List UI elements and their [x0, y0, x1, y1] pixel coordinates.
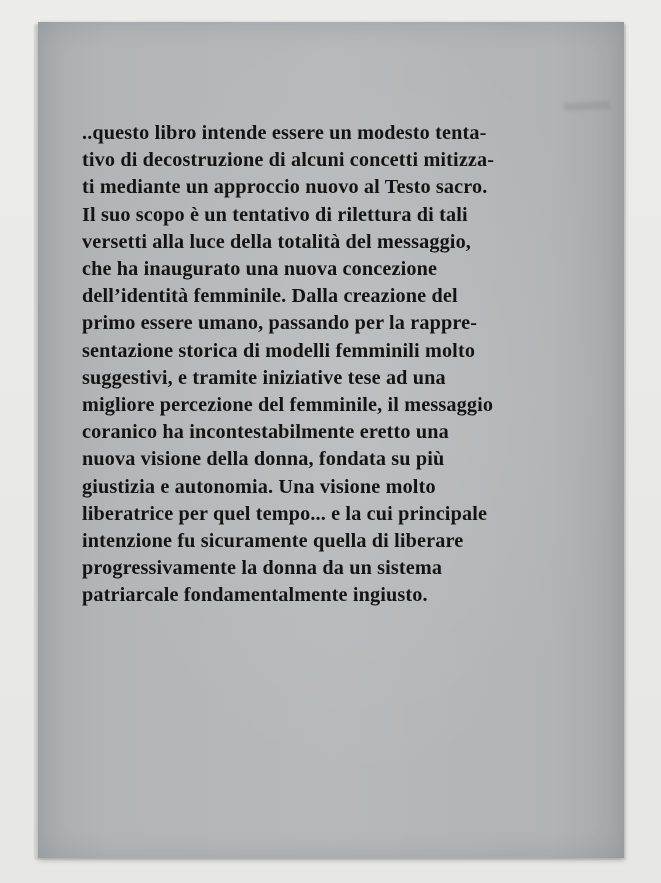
blurb-line-10: suggestivi, e tramite iniziative tese ad una [82, 366, 446, 389]
blurb-line-6: che ha inaugurato una nuova concezione [82, 258, 438, 281]
blurb-line-2: tivo di decostruzione di alcuni concetti mitizza- [82, 149, 495, 172]
blurb-line-9: sentazione storica di modelli femminili molto [82, 339, 476, 362]
blurb-line-1: ..questo libro intende essere un modesto tenta- [82, 122, 487, 144]
blurb-line-13: nuova visione della donna, fondata su più [82, 448, 445, 471]
blurb-line-15: liberatrice per quel tempo... e la cui principale [82, 502, 488, 525]
blurb-line-12: coranico ha incontestabilmente eretto una [82, 421, 449, 444]
blurb-line-11: migliore percezione del femminile, il messaggio [82, 394, 494, 417]
blurb-line-5: versetti alla luce della totalità del messaggio, [82, 230, 472, 253]
blurb-line-7: dell’identità femminile. Dalla creazione del [82, 285, 458, 308]
book-back-cover [38, 22, 624, 858]
blurb-line-17: progressivamente la donna da un sistema [82, 557, 443, 580]
blurb-line-4: Il suo scopo è un tentativo di rilettura di tali [82, 203, 468, 226]
blurb-line-3: ti mediante un approccio nuovo al Testo sacro. [82, 176, 488, 199]
blurb-line-16: intenzione fu sicuramente quella di liberare [82, 530, 464, 553]
blurb-line-14: giustizia e autonomia. Una visione molto [82, 475, 436, 498]
blurb-line-18: patriarcale fondamentalmente ingiusto. [82, 584, 428, 607]
cover-scuff-mark [564, 101, 610, 111]
back-cover-blurb [82, 120, 602, 610]
blurb-line-8: primo essere umano, passando per la rappre- [82, 312, 478, 335]
